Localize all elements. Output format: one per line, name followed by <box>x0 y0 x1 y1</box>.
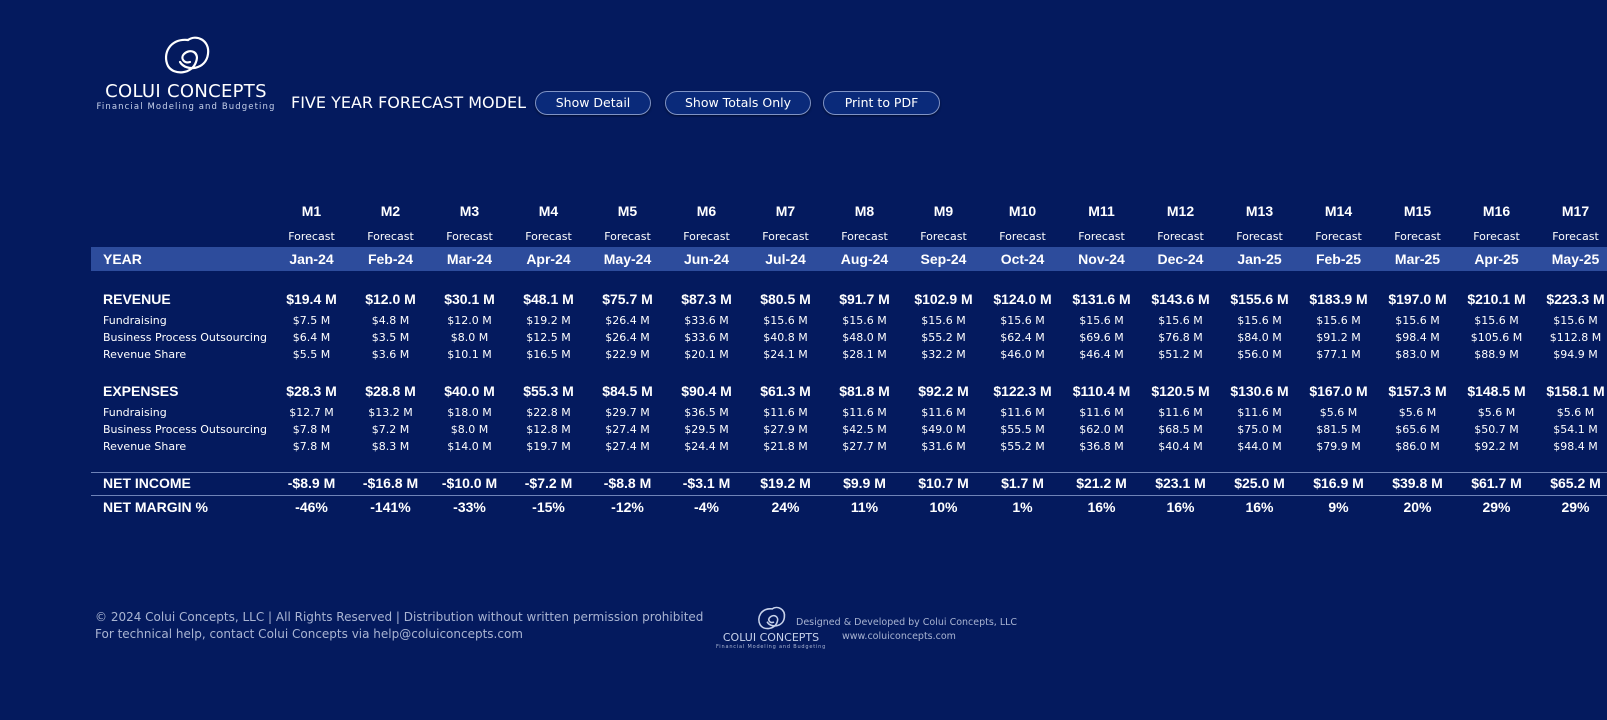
expense-line-row-cell: $54.1 M <box>1553 423 1598 436</box>
expenses-total-row-cell: $40.0 M <box>444 383 495 399</box>
brand-logo <box>96 32 276 112</box>
expenses-total-row-cell: $28.8 M <box>365 383 416 399</box>
expense-line-row-cell: $29.7 M <box>605 406 650 419</box>
expense-line-row <box>91 438 1607 456</box>
expenses-total-row <box>91 382 1607 400</box>
revenue-line-row-cell: $55.2 M <box>921 331 966 344</box>
expenses-total-row-cell: $55.3 M <box>523 383 574 399</box>
expense-line-row-label: Fundraising <box>103 406 167 419</box>
month-header-row-cell: M16 <box>1482 203 1511 219</box>
net-margin-row-cell: 20% <box>1403 499 1432 515</box>
net-income-row-cell: $65.2 M <box>1550 475 1601 491</box>
net-margin-row <box>91 498 1607 516</box>
revenue-total-row-cell: $143.6 M <box>1151 291 1210 307</box>
month-header-row-cell: M12 <box>1166 203 1195 219</box>
scenario-row-cell: Forecast <box>1157 230 1204 243</box>
month-header-row-cell: M3 <box>459 203 480 219</box>
revenue-line-row-cell: $62.4 M <box>1000 331 1045 344</box>
net-margin-row-cell: 10% <box>929 499 958 515</box>
revenue-line-row-cell: $8.0 M <box>450 331 489 344</box>
month-header-row-cell: M1 <box>301 203 322 219</box>
revenue-line-row-cell: $15.6 M <box>1000 314 1045 327</box>
year-row-cell: May-24 <box>603 251 652 267</box>
revenue-line-row-cell: $6.4 M <box>292 331 331 344</box>
scenario-row-cell: Forecast <box>1078 230 1125 243</box>
expense-line-row-cell: $62.0 M <box>1079 423 1124 436</box>
net-income-row-cell: $9.9 M <box>843 475 886 491</box>
revenue-total-row-cell: $48.1 M <box>523 291 574 307</box>
revenue-line-row-cell: $15.6 M <box>1158 314 1203 327</box>
footer-copyright: © 2024 Colui Concepts, LLC | All Rights Reserved | Distribution without written permission prohibited <box>95 610 704 624</box>
scenario-row-cell: Forecast <box>683 230 730 243</box>
revenue-line-row-cell: $88.9 M <box>1474 348 1519 361</box>
expense-line-row-cell: $5.6 M <box>1398 406 1437 419</box>
year-row-cell: Mar-25 <box>1394 251 1441 267</box>
net-margin-row-cell: -141% <box>370 499 411 515</box>
expense-line-row-cell: $29.5 M <box>684 423 729 436</box>
year-row-cell: Aug-24 <box>840 251 889 267</box>
scenario-row-cell: Forecast <box>1315 230 1362 243</box>
scenario-row-cell: Forecast <box>367 230 414 243</box>
expense-line-row-cell: $44.0 M <box>1237 440 1282 453</box>
revenue-line-row-cell: $12.0 M <box>447 314 492 327</box>
revenue-total-row <box>91 290 1607 308</box>
revenue-line-row-cell: $3.6 M <box>371 348 410 361</box>
expense-line-row-cell: $65.6 M <box>1395 423 1440 436</box>
net-income-row-cell: $39.8 M <box>1392 475 1443 491</box>
expense-line-row-cell: $7.8 M <box>292 423 331 436</box>
revenue-line-row-label: Business Process Outsourcing <box>103 331 267 344</box>
expense-line-row-cell: $92.2 M <box>1474 440 1519 453</box>
revenue-line-row-label: Fundraising <box>103 314 167 327</box>
expense-line-row-cell: $81.5 M <box>1316 423 1361 436</box>
net-income-row-cell: $1.7 M <box>1001 475 1044 491</box>
revenue-total-row-cell: $124.0 M <box>993 291 1052 307</box>
month-header-row-cell: M4 <box>538 203 559 219</box>
net-income-row-cell: -$16.8 M <box>362 475 419 491</box>
revenue-total-row-cell: $131.6 M <box>1072 291 1131 307</box>
year-row-cell: Oct-24 <box>1000 251 1045 267</box>
month-header-row-cell: M15 <box>1403 203 1432 219</box>
revenue-total-row-label: REVENUE <box>103 291 171 307</box>
revenue-line-row <box>91 329 1607 347</box>
year-row-cell: Apr-25 <box>1474 251 1519 267</box>
revenue-line-row-cell: $15.6 M <box>1316 314 1361 327</box>
expense-line-row-cell: $8.0 M <box>450 423 489 436</box>
show-detail-button[interactable]: Show Detail <box>535 91 651 115</box>
net-income-row-cell: $16.9 M <box>1313 475 1364 491</box>
net-margin-row-cell: 29% <box>1482 499 1511 515</box>
revenue-total-row-cell: $30.1 M <box>444 291 495 307</box>
expenses-total-row-cell: $148.5 M <box>1467 383 1526 399</box>
expenses-total-row-cell: $81.8 M <box>839 383 890 399</box>
expense-line-row-cell: $19.7 M <box>526 440 571 453</box>
expense-line-row-cell: $27.4 M <box>605 423 650 436</box>
footer-logo-tagline: Financial Modeling and Budgeting <box>716 644 827 650</box>
expenses-total-row-cell: $92.2 M <box>918 383 969 399</box>
expense-line-row-cell: $68.5 M <box>1158 423 1203 436</box>
expense-line-row-cell: $11.6 M <box>842 406 887 419</box>
revenue-line-row-cell: $28.1 M <box>842 348 887 361</box>
revenue-line-row-cell: $20.1 M <box>684 348 729 361</box>
revenue-line-row-label: Revenue Share <box>103 348 187 361</box>
expense-line-row-cell: $12.8 M <box>526 423 571 436</box>
net-income-row-cell: -$3.1 M <box>682 475 731 491</box>
revenue-line-row-cell: $15.6 M <box>1079 314 1124 327</box>
year-row-cell: Jan-24 <box>289 251 334 267</box>
expenses-total-row-cell: $84.5 M <box>602 383 653 399</box>
net-margin-row-cell: 16% <box>1166 499 1195 515</box>
revenue-line-row-cell: $15.6 M <box>1395 314 1440 327</box>
year-row-cell: Jul-24 <box>765 251 806 267</box>
revenue-total-row-cell: $223.3 M <box>1546 291 1605 307</box>
revenue-line-row-cell: $15.6 M <box>842 314 887 327</box>
year-row-cell: Apr-24 <box>526 251 571 267</box>
expense-line-row-cell: $98.4 M <box>1553 440 1598 453</box>
net-income-row-cell: $21.2 M <box>1076 475 1127 491</box>
expense-line-row-cell: $55.5 M <box>1000 423 1045 436</box>
expense-line-row-cell: $79.9 M <box>1316 440 1361 453</box>
net-margin-row-cell: 16% <box>1245 499 1274 515</box>
revenue-line-row <box>91 312 1607 330</box>
expense-line-row-cell: $31.6 M <box>921 440 966 453</box>
year-row-cell: Feb-24 <box>367 251 414 267</box>
revenue-line-row-cell: $22.9 M <box>605 348 650 361</box>
revenue-line-row-cell: $19.2 M <box>526 314 571 327</box>
footer-credit-text: Designed & Developed by Colui Concepts, LLC <box>796 617 1018 628</box>
expenses-total-row-cell: $28.3 M <box>286 383 337 399</box>
show-totals-only-button[interactable]: Show Totals Only <box>665 91 811 115</box>
expenses-total-row-cell: $130.6 M <box>1230 383 1289 399</box>
expense-line-row-cell: $55.2 M <box>1000 440 1045 453</box>
expense-line-row-cell: $11.6 M <box>763 406 808 419</box>
footer-credit <box>796 616 1017 644</box>
expense-line-row-cell: $49.0 M <box>921 423 966 436</box>
expense-line-row-cell: $5.6 M <box>1319 406 1358 419</box>
net-income-row-label: NET INCOME <box>103 475 191 491</box>
expense-line-row-cell: $7.2 M <box>371 423 410 436</box>
revenue-line-row-cell: $91.2 M <box>1316 331 1361 344</box>
expense-line-row-cell: $22.8 M <box>526 406 571 419</box>
scenario-row-cell: Forecast <box>1394 230 1441 243</box>
net-income-row-cell: -$8.8 M <box>603 475 652 491</box>
footer-website: www.coluiconcepts.com <box>842 631 956 642</box>
revenue-line-row-cell: $105.6 M <box>1470 331 1523 344</box>
revenue-total-row-cell: $91.7 M <box>839 291 890 307</box>
net-margin-row-cell: -15% <box>532 499 565 515</box>
expenses-total-row-cell: $61.3 M <box>760 383 811 399</box>
revenue-total-row-cell: $19.4 M <box>286 291 337 307</box>
revenue-line-row-cell: $56.0 M <box>1237 348 1282 361</box>
net-margin-row-label: NET MARGIN % <box>103 499 208 515</box>
month-header-row-cell: M11 <box>1088 203 1115 219</box>
scenario-row-cell: Forecast <box>1473 230 1520 243</box>
expense-line-row-cell: $11.6 M <box>1079 406 1124 419</box>
revenue-line-row-cell: $46.0 M <box>1000 348 1045 361</box>
footer-logo-name: COLUI CONCEPTS <box>722 631 820 644</box>
month-header-row-cell: M7 <box>775 203 796 219</box>
net-margin-row-cell: -4% <box>694 499 719 515</box>
net-income-row-cell: -$8.9 M <box>287 475 336 491</box>
expense-line-row-cell: $21.8 M <box>763 440 808 453</box>
year-row-cell: Dec-24 <box>1157 251 1204 267</box>
revenue-total-row-cell: $87.3 M <box>681 291 732 307</box>
expenses-total-row-cell: $158.1 M <box>1546 383 1605 399</box>
expense-line-row-cell: $11.6 M <box>921 406 966 419</box>
revenue-line-row-cell: $33.6 M <box>684 331 729 344</box>
revenue-line-row-cell: $76.8 M <box>1158 331 1203 344</box>
revenue-line-row-cell: $16.5 M <box>526 348 571 361</box>
expenses-total-row-cell: $90.4 M <box>681 383 732 399</box>
swirl-logo-icon <box>754 604 788 632</box>
net-margin-row-cell: 11% <box>850 499 879 515</box>
revenue-line-row-cell: $7.5 M <box>292 314 331 327</box>
expense-line-row-cell: $18.0 M <box>447 406 492 419</box>
revenue-line-row-cell: $4.8 M <box>371 314 410 327</box>
expenses-total-row-cell: $122.3 M <box>993 383 1052 399</box>
expense-line-row <box>91 421 1607 439</box>
net-margin-row-cell: -33% <box>453 499 486 515</box>
expense-line-row-cell: $8.3 M <box>371 440 410 453</box>
net-income-row-cell: -$7.2 M <box>524 475 573 491</box>
revenue-line-row-cell: $5.5 M <box>292 348 331 361</box>
month-header-row-cell: M8 <box>854 203 875 219</box>
month-header-row <box>91 202 1607 220</box>
revenue-total-row-cell: $80.5 M <box>760 291 811 307</box>
expense-line-row-cell: $12.7 M <box>289 406 334 419</box>
month-header-row-cell: M5 <box>617 203 638 219</box>
revenue-line-row <box>91 346 1607 364</box>
expense-line-row-cell: $11.6 M <box>1158 406 1203 419</box>
expense-line-row-cell: $14.0 M <box>447 440 492 453</box>
month-header-row-cell: M2 <box>380 203 401 219</box>
expense-line-row-cell: $27.7 M <box>842 440 887 453</box>
expenses-total-row-cell: $110.4 M <box>1072 383 1131 399</box>
year-row-cell: Feb-25 <box>1315 251 1362 267</box>
month-header-row-cell: M13 <box>1245 203 1274 219</box>
net-income-row-cell: $61.7 M <box>1471 475 1522 491</box>
revenue-line-row-cell: $40.8 M <box>763 331 808 344</box>
year-row-cell: Jun-24 <box>683 251 730 267</box>
scenario-row-cell: Forecast <box>604 230 651 243</box>
revenue-line-row-cell: $15.6 M <box>1553 314 1598 327</box>
net-income-bottom-divider <box>91 495 1607 496</box>
revenue-line-row-cell: $83.0 M <box>1395 348 1440 361</box>
net-income-top-divider <box>91 472 1607 473</box>
scenario-row-cell: Forecast <box>920 230 967 243</box>
net-income-row-cell: $23.1 M <box>1155 475 1206 491</box>
net-income-row <box>91 474 1607 492</box>
expense-line-row-cell: $27.4 M <box>605 440 650 453</box>
expenses-total-row-cell: $120.5 M <box>1151 383 1210 399</box>
net-income-row-cell: $10.7 M <box>918 475 969 491</box>
revenue-line-row-cell: $94.9 M <box>1553 348 1598 361</box>
year-row-cell: Mar-24 <box>446 251 493 267</box>
expense-line-row-cell: $36.5 M <box>684 406 729 419</box>
revenue-line-row-cell: $24.1 M <box>763 348 808 361</box>
net-margin-row-cell: 9% <box>1328 499 1349 515</box>
revenue-total-row-cell: $102.9 M <box>914 291 973 307</box>
revenue-line-row-cell: $32.2 M <box>921 348 966 361</box>
revenue-line-row-cell: $15.6 M <box>921 314 966 327</box>
revenue-line-row-cell: $10.1 M <box>447 348 492 361</box>
revenue-line-row-cell: $15.6 M <box>1237 314 1282 327</box>
month-header-row-cell: M9 <box>933 203 954 219</box>
scenario-row-cell: Forecast <box>762 230 809 243</box>
expenses-total-row-cell: $157.3 M <box>1388 383 1447 399</box>
scenario-row-cell: Forecast <box>446 230 493 243</box>
print-to-pdf-button[interactable]: Print to PDF <box>823 91 940 115</box>
year-row-cell: Sep-24 <box>920 251 967 267</box>
revenue-line-row-cell: $15.6 M <box>763 314 808 327</box>
expense-line-row-cell: $5.6 M <box>1556 406 1595 419</box>
expense-line-row-cell: $7.8 M <box>292 440 331 453</box>
year-row-cell: May-25 <box>1551 251 1600 267</box>
revenue-line-row-cell: $51.2 M <box>1158 348 1203 361</box>
expense-line-row-cell: $40.4 M <box>1158 440 1203 453</box>
expense-line-row-cell: $11.6 M <box>1237 406 1282 419</box>
revenue-line-row-cell: $26.4 M <box>605 314 650 327</box>
expenses-total-row-label: EXPENSES <box>103 383 179 399</box>
revenue-total-row-cell: $183.9 M <box>1309 291 1368 307</box>
revenue-total-row-cell: $75.7 M <box>602 291 653 307</box>
expenses-total-row-cell: $167.0 M <box>1309 383 1368 399</box>
net-margin-row-cell: -46% <box>295 499 328 515</box>
scenario-row-cell: Forecast <box>999 230 1046 243</box>
expense-line-row-label: Revenue Share <box>103 440 187 453</box>
revenue-line-row-cell: $77.1 M <box>1316 348 1361 361</box>
expense-line-row-cell: $13.2 M <box>368 406 413 419</box>
month-header-row-cell: M6 <box>696 203 717 219</box>
revenue-total-row-cell: $12.0 M <box>365 291 416 307</box>
expense-line-row-cell: $42.5 M <box>842 423 887 436</box>
page-title: FIVE YEAR FORECAST MODEL <box>291 93 526 112</box>
revenue-line-row-cell: $69.6 M <box>1079 331 1124 344</box>
net-margin-row-cell: 24% <box>771 499 800 515</box>
net-margin-row-cell: 1% <box>1012 499 1033 515</box>
revenue-line-row-cell: $15.6 M <box>1474 314 1519 327</box>
expense-line-row-cell: $27.9 M <box>763 423 808 436</box>
expense-line-row-cell: $75.0 M <box>1237 423 1282 436</box>
scenario-row-cell: Forecast <box>841 230 888 243</box>
month-header-row-cell: M14 <box>1324 203 1353 219</box>
month-header-row-cell: M10 <box>1008 203 1037 219</box>
net-income-row-cell: $19.2 M <box>760 475 811 491</box>
expense-line-row-cell: $36.8 M <box>1079 440 1124 453</box>
expense-line-row-label: Business Process Outsourcing <box>103 423 267 436</box>
scenario-row-cell: Forecast <box>288 230 335 243</box>
year-row-cell: Nov-24 <box>1078 251 1125 267</box>
brand-tagline: Financial Modeling and Budgeting <box>96 102 276 112</box>
year-row-cell: Jan-25 <box>1237 251 1282 267</box>
revenue-line-row-cell: $12.5 M <box>526 331 571 344</box>
expense-line-row-cell: $50.7 M <box>1474 423 1519 436</box>
net-margin-row-cell: -12% <box>611 499 644 515</box>
scenario-row <box>91 228 1607 246</box>
year-row <box>91 250 1607 268</box>
net-margin-row-cell: 16% <box>1087 499 1116 515</box>
month-header-row-cell: M17 <box>1561 203 1590 219</box>
swirl-logo-icon <box>158 32 214 78</box>
revenue-total-row-cell: $155.6 M <box>1230 291 1289 307</box>
footer-info <box>95 609 703 643</box>
revenue-line-row-cell: $33.6 M <box>684 314 729 327</box>
expense-line-row-cell: $24.4 M <box>684 440 729 453</box>
net-margin-row-cell: 29% <box>1561 499 1590 515</box>
revenue-total-row-cell: $197.0 M <box>1388 291 1447 307</box>
scenario-row-cell: Forecast <box>1236 230 1283 243</box>
revenue-total-row-cell: $210.1 M <box>1467 291 1526 307</box>
revenue-line-row-cell: $84.0 M <box>1237 331 1282 344</box>
expense-line-row <box>91 404 1607 422</box>
expense-line-row-cell: $86.0 M <box>1395 440 1440 453</box>
net-income-row-cell: -$10.0 M <box>441 475 498 491</box>
expense-line-row-cell: $5.6 M <box>1477 406 1516 419</box>
revenue-line-row-cell: $3.5 M <box>371 331 410 344</box>
year-row-label: YEAR <box>103 251 142 267</box>
scenario-row-cell: Forecast <box>1552 230 1599 243</box>
revenue-line-row-cell: $98.4 M <box>1395 331 1440 344</box>
footer-help: For technical help, contact Colui Concepts via help@coluiconcepts.com <box>95 627 523 641</box>
revenue-line-row-cell: $48.0 M <box>842 331 887 344</box>
revenue-line-row-cell: $26.4 M <box>605 331 650 344</box>
expense-line-row-cell: $11.6 M <box>1000 406 1045 419</box>
revenue-line-row-cell: $112.8 M <box>1549 331 1602 344</box>
brand-name: COLUI CONCEPTS <box>105 81 267 102</box>
revenue-line-row-cell: $46.4 M <box>1079 348 1124 361</box>
net-income-row-cell: $25.0 M <box>1234 475 1285 491</box>
scenario-row-cell: Forecast <box>525 230 572 243</box>
